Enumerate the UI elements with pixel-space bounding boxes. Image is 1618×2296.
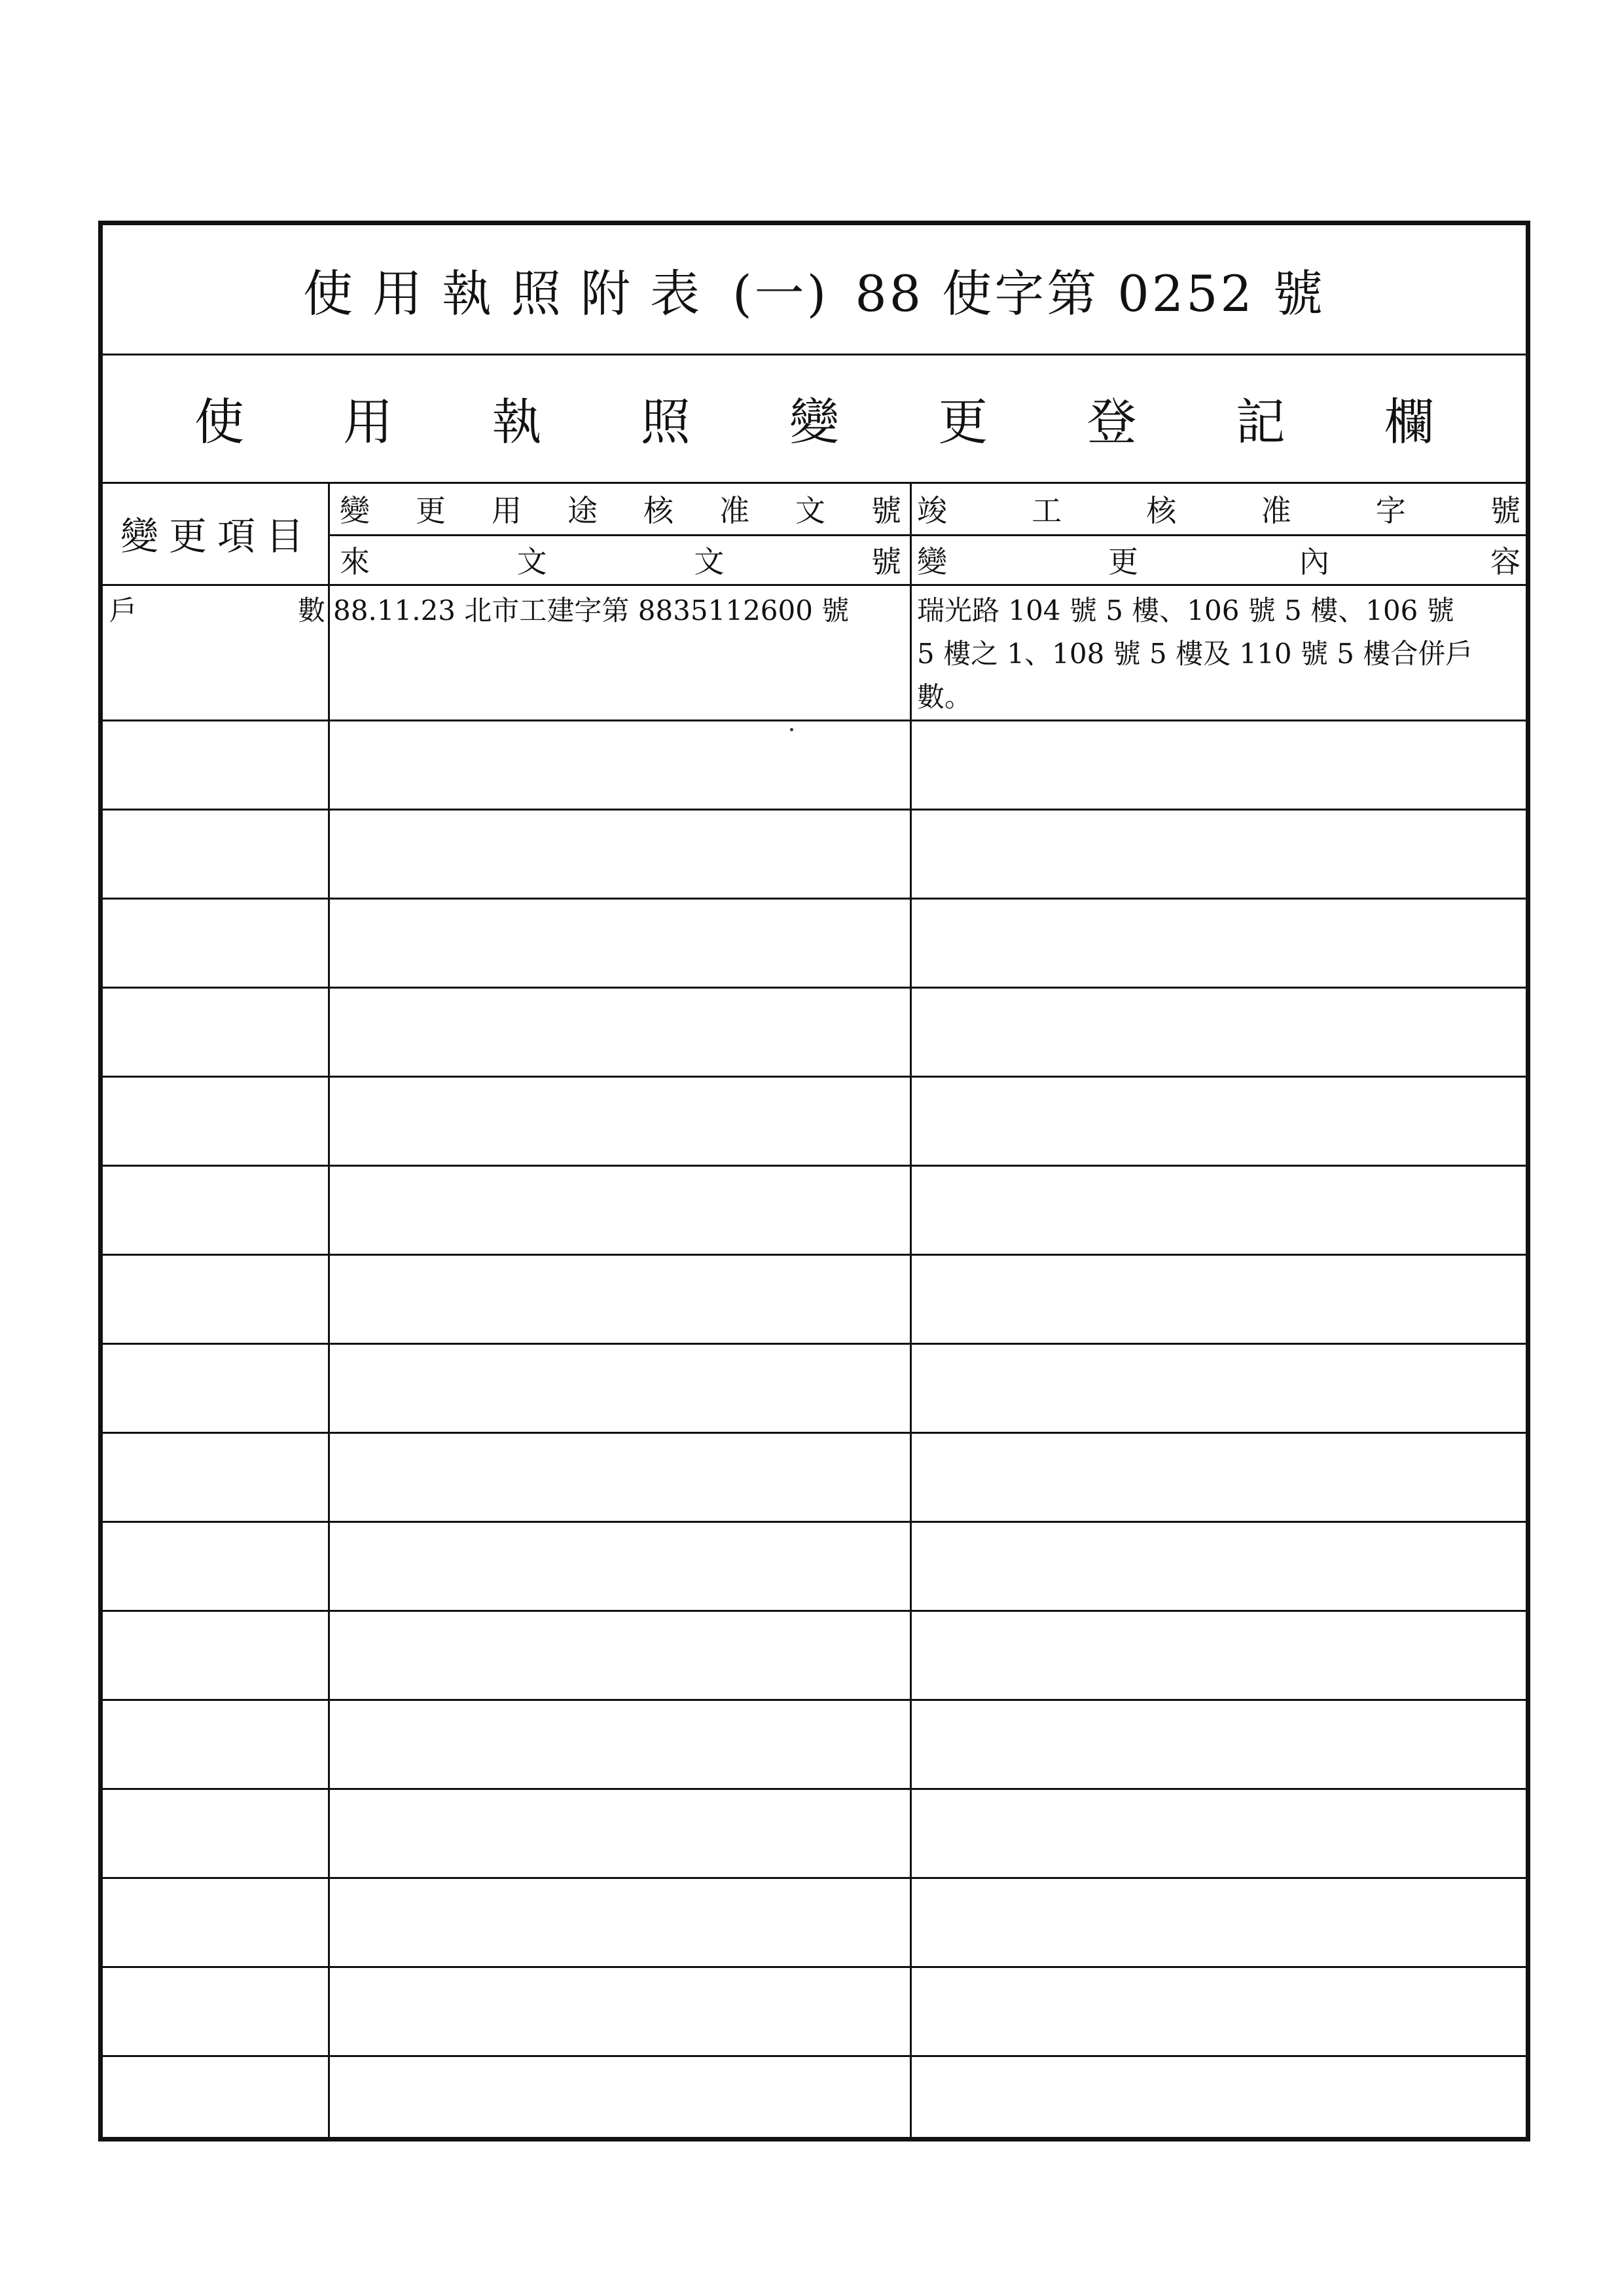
row-divider [103, 1521, 1526, 1523]
row-divider [103, 1877, 1526, 1879]
header-change-item: 變更項目 [120, 514, 314, 558]
scan-speck [790, 728, 793, 731]
item-text: 數 [297, 594, 325, 627]
row-divider [103, 720, 1526, 721]
header-char: 准 [719, 492, 749, 528]
header-char: 工 [1032, 492, 1062, 528]
header-char: 核 [1146, 492, 1177, 528]
header-char: 號 [871, 544, 901, 579]
header-char: 竣 [917, 492, 947, 528]
header-char: 准 [1261, 492, 1291, 528]
header-char: 變 [917, 544, 947, 579]
title-number: (一) [732, 264, 829, 323]
header-char: 核 [643, 492, 674, 528]
document-title [103, 225, 1526, 354]
section-title-char: 變 [789, 392, 839, 451]
header-change-content [917, 536, 1520, 584]
item-text: 戶 [109, 594, 137, 627]
permit-number: 88 使字第 0252 號 [855, 264, 1325, 323]
row-divider [103, 1610, 1526, 1612]
header-char: 號 [871, 492, 901, 528]
column-divider [910, 482, 912, 2137]
header-char: 文 [694, 544, 725, 579]
header-char: 號 [1490, 492, 1520, 528]
header-incoming-doc-no [340, 536, 901, 584]
row-divider [103, 1076, 1526, 1078]
divider [103, 584, 1526, 586]
table-row-item [109, 589, 325, 632]
row-divider [103, 2055, 1526, 2057]
header-usage-approval-doc [340, 484, 901, 533]
section-title-char: 欄 [1384, 392, 1434, 451]
title-label: 使用執照附表 [303, 264, 720, 323]
content-line: 5 樓之 1、108 號 5 樓及 110 號 5 樓合併戶 [917, 638, 1473, 670]
section-title-char: 執 [492, 392, 542, 451]
content-line: 數。 [917, 681, 973, 713]
row-divider [103, 1343, 1526, 1345]
section-title-char: 登 [1087, 392, 1137, 451]
header-char: 更 [416, 492, 446, 528]
section-title-char: 照 [640, 392, 691, 451]
row-divider [103, 1699, 1526, 1701]
row-divider [103, 1966, 1526, 1968]
header-char: 文 [795, 492, 825, 528]
section-title-char: 記 [1235, 392, 1285, 451]
permit-table-frame [98, 221, 1530, 2141]
section-title [194, 354, 1434, 482]
header-char: 文 [516, 544, 547, 579]
header-char: 內 [1299, 544, 1329, 579]
header-completion-approval-no [917, 484, 1520, 533]
header-char: 用 [492, 492, 522, 528]
header-char: 途 [567, 492, 598, 528]
header-char: 變 [340, 492, 370, 528]
row-divider [103, 1254, 1526, 1256]
header-char: 來 [340, 544, 370, 579]
section-title-char: 更 [938, 392, 988, 451]
content-line: 瑞光路 104 號 5 樓、106 號 5 樓、106 號 [917, 594, 1454, 627]
column-divider [328, 482, 330, 2137]
section-title-char: 使 [194, 392, 244, 451]
section-title-char: 用 [343, 392, 393, 451]
row-divider [103, 898, 1526, 900]
row-divider [103, 809, 1526, 811]
row-divider [103, 987, 1526, 989]
table-row-doc-no: 88.11.23 北市工建字第 8835112600 號 [333, 594, 850, 627]
header-char: 字 [1375, 492, 1406, 528]
header-char: 容 [1490, 544, 1520, 579]
row-divider [103, 1788, 1526, 1790]
table-row-content [917, 589, 1519, 719]
row-divider [103, 1432, 1526, 1434]
row-divider [103, 1165, 1526, 1167]
header-char: 更 [1108, 544, 1138, 579]
